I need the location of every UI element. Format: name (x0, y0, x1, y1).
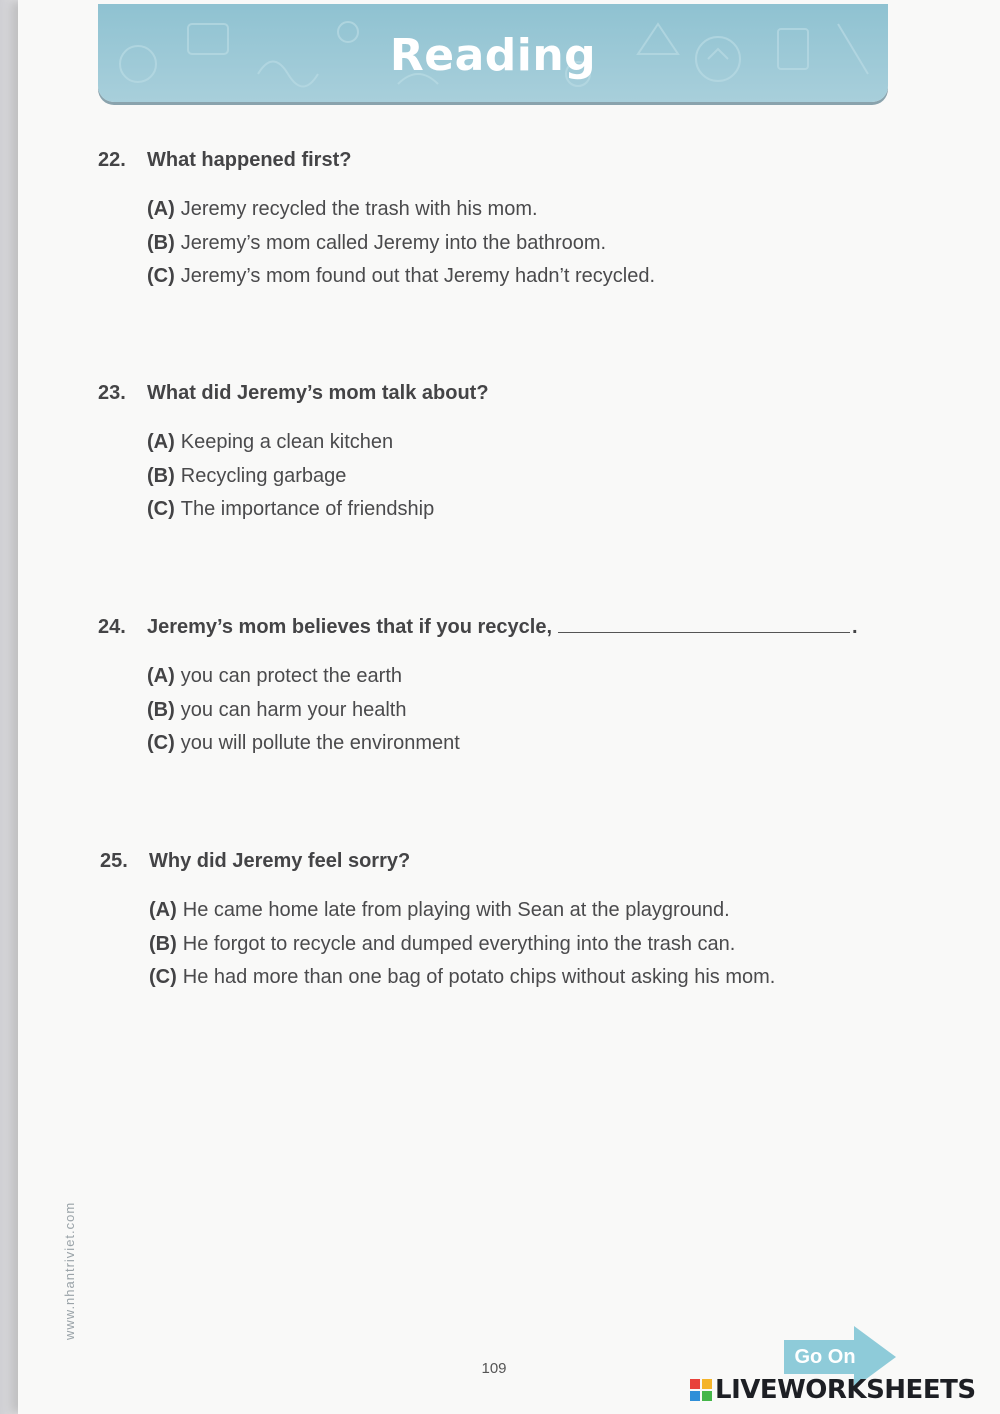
answer-options (98, 430, 489, 531)
answer-options (98, 197, 655, 298)
question-prompt (98, 616, 858, 639)
go-on-label: Go On (794, 1346, 856, 1368)
answer-option-b[interactable] (147, 231, 655, 265)
question-text: What did Jeremy’s mom talk about? (147, 382, 489, 404)
option-letter: (B) (149, 932, 177, 955)
option-letter: (A) (147, 665, 175, 687)
option-text: He had more than one bag of potato chips without asking his mom. (182, 966, 776, 988)
question-24 (98, 616, 858, 765)
brand-name: LIVEWORKSHEETS (715, 1375, 976, 1405)
blank-period: . (852, 616, 858, 638)
question-number: 22. (98, 149, 126, 171)
option-text: Keeping a clean kitchen (180, 431, 394, 453)
option-text: you can harm your health (180, 698, 407, 721)
option-letter: (A) (147, 431, 175, 453)
answer-option-c[interactable] (147, 497, 489, 531)
answer-options (98, 664, 858, 765)
option-letter: (B) (147, 698, 175, 721)
question-text: What happened first? (147, 149, 352, 171)
fill-in-blank-line[interactable] (558, 618, 850, 633)
option-text: you can protect the earth (180, 665, 403, 687)
option-letter: (C) (147, 498, 175, 520)
answer-option-a[interactable] (147, 664, 858, 698)
header-banner (98, 4, 888, 102)
option-letter: (B) (147, 231, 175, 254)
option-letter: (A) (147, 198, 175, 220)
option-text: He came home late from playing with Sean at the playground. (182, 899, 730, 921)
answer-option-c[interactable] (147, 731, 858, 765)
question-number: 25. (100, 850, 128, 872)
question-number: 24. (98, 616, 126, 638)
option-text: The importance of friendship (180, 498, 435, 520)
liveworksheets-brand[interactable] (690, 1374, 976, 1406)
answer-option-b[interactable] (147, 698, 858, 732)
question-number: 23. (98, 382, 126, 404)
option-text: He forgot to recycle and dumped everything into the trash can. (182, 932, 736, 955)
answer-option-a[interactable] (149, 898, 775, 932)
question-22 (98, 149, 655, 298)
option-text: Recycling garbage (180, 464, 347, 487)
answer-option-a[interactable] (147, 197, 655, 231)
option-letter: (C) (147, 732, 175, 754)
liveworksheets-logo-icon (690, 1379, 712, 1401)
option-letter: (C) (149, 966, 177, 988)
page-number: 109 (481, 1360, 507, 1377)
answer-option-c[interactable] (149, 965, 775, 999)
option-text: Jeremy’s mom called Jeremy into the bathroom. (180, 231, 607, 254)
option-letter: (C) (147, 265, 175, 287)
option-text: Jeremy recycled the trash with his mom. (180, 198, 538, 220)
answer-option-b[interactable] (147, 464, 489, 498)
question-text: Why did Jeremy feel sorry? (149, 850, 411, 872)
question-25 (100, 850, 775, 999)
option-text: you will pollute the environment (180, 732, 460, 754)
question-text: Jeremy’s mom believes that if you recycle, (147, 616, 553, 638)
question-23 (98, 382, 489, 531)
question-prompt (98, 382, 489, 405)
option-letter: (B) (147, 464, 175, 487)
answer-options (100, 898, 775, 999)
publisher-watermark: www.nhantriviet.com (62, 1201, 77, 1340)
option-text: Jeremy’s mom found out that Jeremy hadn’t recycled. (180, 265, 656, 287)
question-prompt (100, 850, 775, 873)
answer-option-b[interactable] (149, 932, 775, 966)
page-title: Reading (389, 30, 597, 81)
answer-option-c[interactable] (147, 264, 655, 298)
answer-option-a[interactable] (147, 430, 489, 464)
question-prompt (98, 149, 655, 172)
option-letter: (A) (149, 899, 177, 921)
